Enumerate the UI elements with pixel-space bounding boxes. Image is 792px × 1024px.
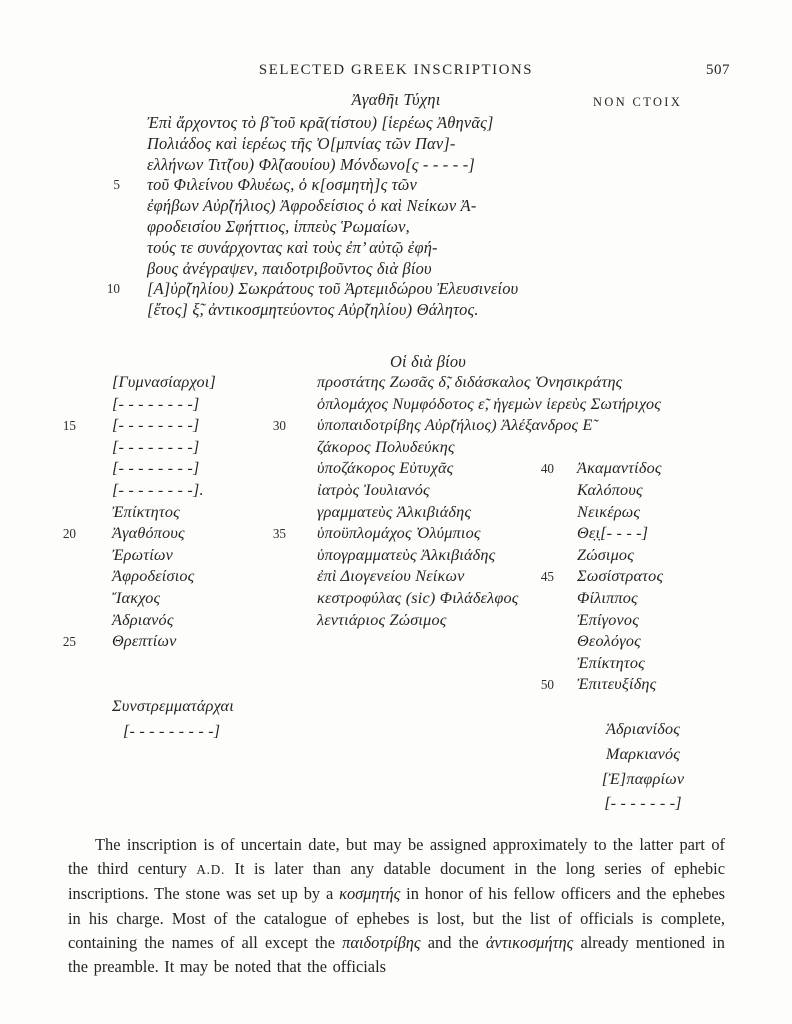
left-column-entry: [- - - - - - - -] <box>112 394 200 413</box>
tribe-hadrianis-block <box>568 720 718 819</box>
officials-row <box>0 395 792 417</box>
officials-row <box>0 373 792 395</box>
officials-row <box>0 438 792 460</box>
right-column-entry: Ἐπίκτητος <box>577 653 645 672</box>
officials-row <box>0 675 792 697</box>
line-number: 35 <box>272 526 286 542</box>
inscription-line-text: Πολιάδος καὶ ἱερέως τῆς Ὀ[μπνίας τῶν Παν]- <box>147 133 456 153</box>
inscription-line-text: ἐφήβων Αὐρ̃(ήλιος) Ἀφροδείσιος ὁ καὶ Νείκων Ἀ- <box>147 196 477 216</box>
officials-heading: Οἱ διὰ βίου <box>390 352 466 371</box>
line-number: 25 <box>62 634 76 650</box>
inscription-line-text: ελλήνων Τιτ̃(ου) Φλ̃(αουίου) Μόνδωνο[ς - - - - -] <box>147 154 475 174</box>
officials-row <box>0 416 792 438</box>
right-column-entry: Ἐπιτευξίδης <box>577 675 657 694</box>
line-number: 45 <box>540 569 554 585</box>
tribe-member: Μαρκιανός <box>605 744 681 763</box>
inscription-line <box>0 300 792 321</box>
middle-column-entry: ὁπλομάχος Νυμφόδοτος ε̃, ἡγεμὼν ἱερεὺς Σωτήριχος <box>317 394 662 413</box>
inscription-line-text: φροδεισίου Σφήττιος, ἱππεὺς Ῥωμαίων, <box>147 216 410 236</box>
page-number: 507 <box>706 62 730 78</box>
line-number: 5 <box>113 177 120 193</box>
commentary-segment: ἀντικοσμήτης <box>485 932 574 952</box>
tribe-member: Ἁδριανίδος <box>605 720 681 738</box>
right-column-entry: Ζώσιμος <box>577 545 634 564</box>
commentary-segment: A.D. <box>196 862 226 878</box>
commentary-paragraph <box>68 833 725 979</box>
inscription-text-block <box>0 113 792 321</box>
middle-column-entry: ὑποζάκορος Εὐτυχᾶς <box>317 459 454 478</box>
officials-row <box>0 654 792 676</box>
left-column-entry: Ἀφροδείσιος <box>112 567 195 586</box>
inscription-line <box>0 155 792 176</box>
officials-row <box>0 524 792 546</box>
right-column-entry: Σωσίστρατος <box>577 567 664 586</box>
middle-column-entry: ἐπὶ Διογενείου Νείκων <box>317 567 465 586</box>
left-column-entry: [- - - - - - - -]. <box>112 480 204 499</box>
right-column-entry: Ἀκαμαντίδος <box>577 459 662 478</box>
line-number: 40 <box>540 461 554 477</box>
commentary-segment: It is later than any datable document in the long series of ephebic inscriptions. The stone was set up by a <box>68 859 725 904</box>
page-title: SELECTED GREEK INSCRIPTIONS <box>258 62 534 78</box>
middle-column-entry: γραμματεὺς Ἀλκιβιάδης <box>317 502 472 521</box>
commentary-segment: κοσμητής <box>339 884 401 904</box>
middle-column-entry: ἰατρὸς Ἰουλιανός <box>317 480 430 499</box>
left-column-entry: Ἁδριανός <box>112 610 174 629</box>
right-column-entry: Νεικέρως <box>577 502 641 521</box>
line-number: 50 <box>540 677 554 693</box>
left-column-entry: Θρεπτίων <box>112 632 177 651</box>
commentary-segment: already mentioned in the preamble. It may be noted that the officials <box>68 932 725 977</box>
inscription-line <box>0 238 792 259</box>
officials-row <box>0 567 792 589</box>
middle-column-entry: ὑποϋπλομάχος Ὀλύμπιος <box>317 524 481 543</box>
line-number: 20 <box>62 526 76 542</box>
right-column-entry: Ἐπίγονος <box>577 610 639 629</box>
officials-row <box>0 481 792 503</box>
inscription-line-text: τούς τε συνάρχοντας καὶ τοὺς ἐπ’ αὐτῷ ἐφή- <box>147 237 438 257</box>
line-number: 15 <box>62 418 76 434</box>
commentary-segment: παιδοτρίβης <box>342 932 421 952</box>
inscription-line <box>0 279 792 300</box>
right-column-entry: Καλόπους <box>577 480 643 499</box>
right-column-entry: Φίλιππος <box>577 588 638 607</box>
left-column-entry: Ἐρωτίων <box>112 545 173 564</box>
officials-row <box>0 459 792 481</box>
inscription-line <box>0 217 792 238</box>
middle-column-entry: προστάτης Ζωσᾶς δ̃, διδάσκαλος Ὀνησικράτης <box>317 373 623 391</box>
inscription-line-text: Ἐπὶ ἄρχοντος τὸ β̃ τοῦ κρᾶ(τίστου) [ἱερέως Ἀθηνᾶς] <box>147 113 494 132</box>
inscription-line <box>0 175 792 196</box>
commentary-segment: The inscription is of uncertain date, but may be assigned approximately to the latter part of the third century <box>68 835 725 879</box>
inscription-line <box>0 259 792 280</box>
dedication-heading: Ἀγαθῆι Τύχηι <box>351 90 441 109</box>
commentary-segment: and the <box>420 932 486 952</box>
left-column-entry: [- - - - - - - -] <box>112 416 200 435</box>
right-column-entry: Θε̣ι̣[- - - -] <box>577 524 649 543</box>
tribe-member: [Ἐ]παφρίων <box>601 769 685 788</box>
inscription-line-text: [Α]ὐρ̃(ηλίου) Σωκράτους τοῦ Ἀρτεμιδώρου Ἐλευσινείου <box>147 279 519 299</box>
officials-row <box>0 503 792 525</box>
inscription-line <box>0 134 792 155</box>
middle-column-entry: κεστροφύλας (sic) Φιλάδελφος <box>317 588 519 607</box>
line-number: 10 <box>106 281 120 297</box>
inscription-line-text: βους ἀνέγραψεν, παιδοτριβοῦντος διὰ βίου <box>147 258 432 278</box>
officials-row <box>0 611 792 633</box>
left-column-entry: Ἀγαθόπους <box>112 524 185 543</box>
officials-columns <box>0 373 792 697</box>
synstremmatarchai-heading: Συνστρεμματάρχαι <box>112 697 234 715</box>
officials-row <box>0 632 792 654</box>
officials-row <box>0 589 792 611</box>
inscription-line-text: τοῦ Φιλείνου Φλυέως, ὁ κ[οσμητὴ]ς τῶν <box>147 175 418 195</box>
left-column-entry: Ἴακχος <box>112 588 161 607</box>
middle-column-entry: λεντιάριος Ζώσιμος <box>317 610 447 629</box>
officials-row <box>0 546 792 568</box>
middle-column-entry: ὑπογραμματεὺς Ἀλκιβιάδης <box>317 545 496 564</box>
commentary-segment: in honor of his fellow officers and the ephebes in his charge. Most of the catalogue of ephebes is lost, but the list of officials is complete, containing the names of all except the <box>68 884 725 952</box>
left-column-entry: [- - - - - - - -] <box>112 459 200 478</box>
inscription-line <box>0 113 792 134</box>
left-column-entry: [Γυμνασίαρχοι] <box>112 373 216 391</box>
middle-column-entry: ζάκορος Πολυδεύκης <box>317 437 455 456</box>
inscription-line-text: [ἔτος] ξ̃, ἀντικοσμητεύοντος Αὐρ̃(ηλίου) Θάλητος. <box>147 300 479 320</box>
inscription-line <box>0 196 792 217</box>
stoichedon-note: NON CTOIX <box>593 95 683 109</box>
synstremmatarchai-lacuna: [- - - - - - - - -] <box>123 722 221 740</box>
middle-column-entry: ὑποπαιδοτρίβης Αὐρ̃(ήλιος) Ἀλέξανδρος Ε̃ <box>317 416 593 435</box>
right-column-entry: Θεολόγος <box>577 632 641 651</box>
left-column-entry: Ἐπίκτητος <box>112 502 180 521</box>
left-column-entry: [- - - - - - - -] <box>112 437 200 456</box>
line-number: 30 <box>272 418 286 434</box>
tribe-member: [- - - - - - -] <box>604 794 682 813</box>
